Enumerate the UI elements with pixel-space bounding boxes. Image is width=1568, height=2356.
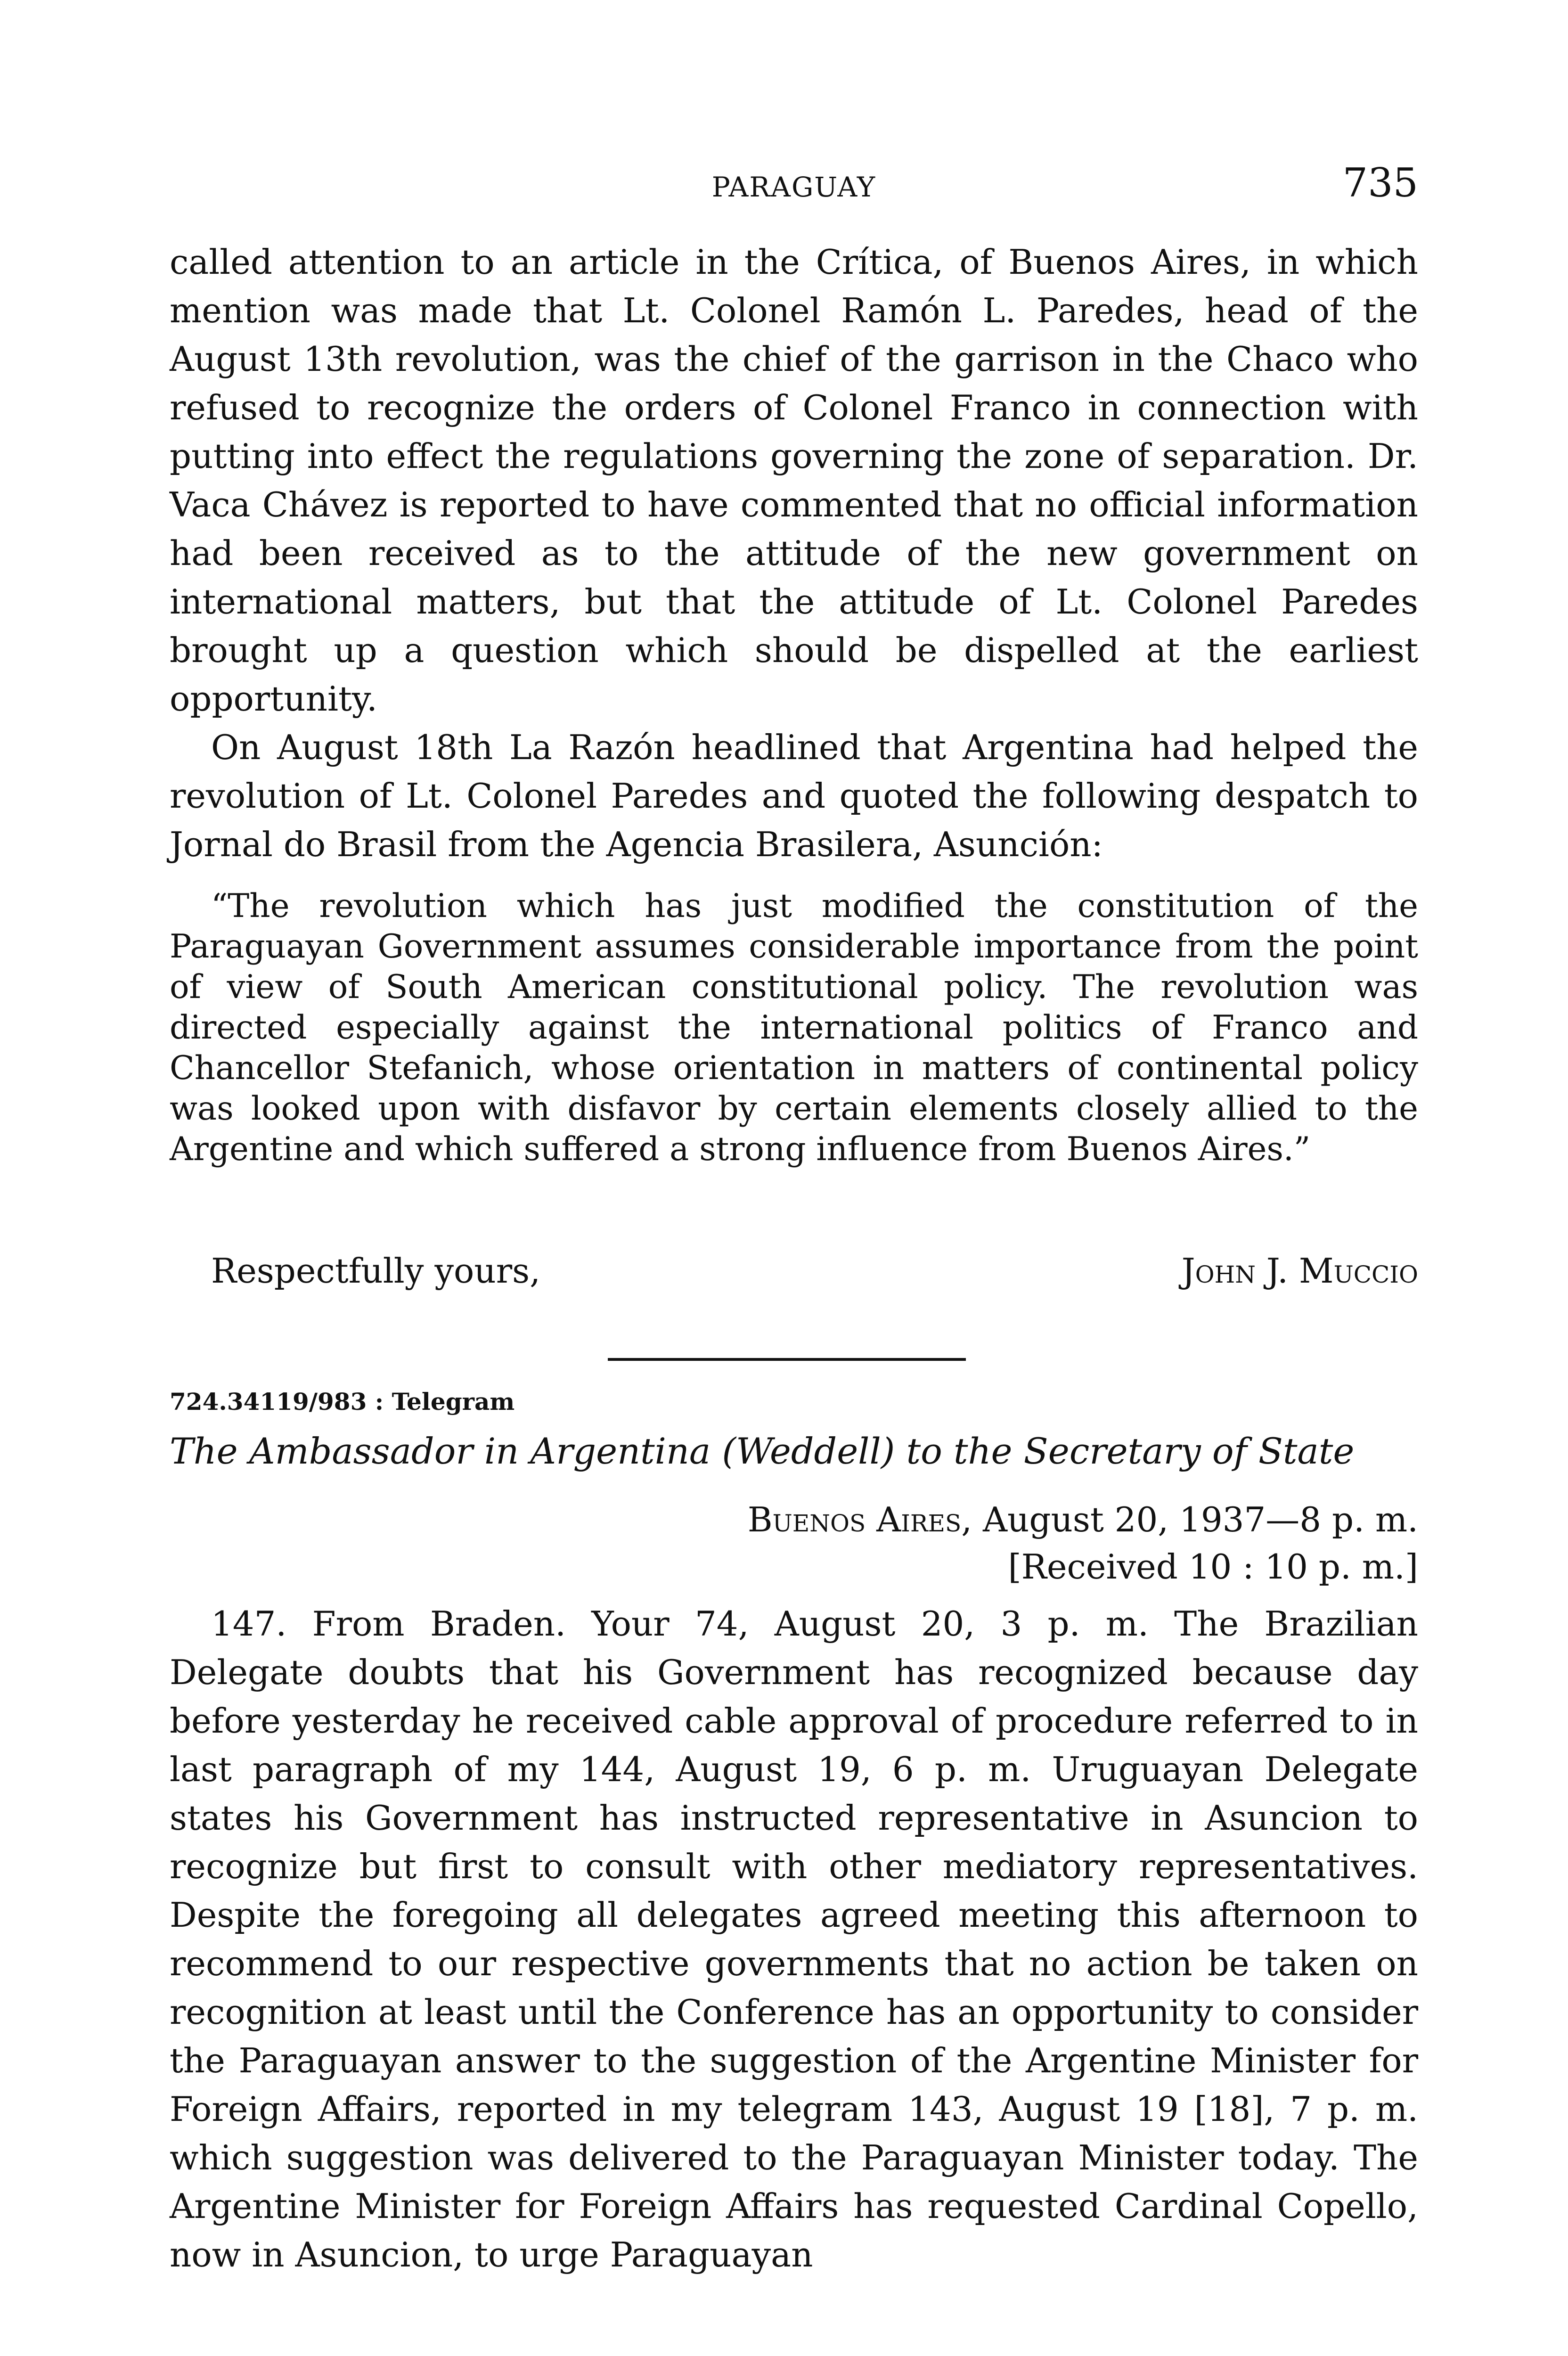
dateline-sent	[382, 1496, 1418, 1543]
block-quote	[170, 886, 1418, 1170]
section1-text	[170, 238, 1418, 869]
telegram-body: 147. From Braden. Your 74, August 20, 3 p. m. The Brazilian Delegate doubts that his Government has recognized because day before yesterday he received cable approval of procedure referred to in last paragraph of my 144, August 19, 6 p. m. Uruguayan Delegate states his Government has instructed representative in Asuncion to recognize but first to consult with other mediatory representatives. Despite the foregoing all delegates agreed meeting this afternoon to recommend to our respective governments that no action be taken on recognition at least until the Conference has an opportunity to consider the Paraguayan answer to the suggestion of the Argentine Minister for Foreign Affairs, reported in my telegram 143, August 19 [18], 7 p. m. which suggestion was delivered to the Paraguayan Minister today. The Argentine Minister for Foreign Affairs has requested Cardinal Copello, now in Asuncion, to urge Paraguayan	[170, 1604, 1418, 2274]
section-divider	[608, 1358, 966, 1361]
paragraph-continued: called attention to an article in the Crítica, of Buenos Aires, in which mention was made that Lt. Colonel Ramón L. Paredes, head of the August 13th revolution, was the chief of the garrison in the Chaco who refused to recognize the orders of Colonel Franco in connection with putting into effect the regulations governing the zone of separation. Dr. Vaca Chávez is reported to have commented that no official information had been received as to the attitude of the new government on international matters, but that the attitude of Lt. Colonel Paredes brought up a question which should be dispelled at the earliest opportunity.	[170, 242, 1418, 719]
dateline-received: [Received 10 : 10 p. m.]	[1008, 1547, 1418, 1587]
quoted-despatch: “The revolution which has just modified the constitution of the Paraguayan Government assumes considerable importance from the point of view of South American constitutional policy. The revolution was directed especially against the international politics of Franco and Chancellor Stefanich, whose orientation in matters of continental policy was looked upon with disfavor by certain elements closely allied to the Argentine and which suffered a strong influence from Buenos Aires.”	[170, 887, 1418, 1168]
document-title: The Ambassador in Argentina (Weddell) to the Secretary of State	[170, 1430, 1355, 1472]
file-reference: 724.34119/983 : Telegram	[170, 1388, 515, 1415]
closing-salutation: Respectfully yours,	[211, 1251, 541, 1291]
running-head: PARAGUAY	[711, 171, 876, 203]
page-header	[170, 160, 1418, 214]
dateline	[382, 1496, 1418, 1590]
dateline-date: August 20, 1937—8 p. m.	[972, 1500, 1418, 1539]
dateline-place: Buenos Aires,	[747, 1500, 972, 1539]
page-number: 735	[1342, 160, 1418, 206]
signature: John J. Muccio	[1181, 1251, 1418, 1291]
paragraph-la-razon: On August 18th La Razón headlined that Argentina had helped the revolution of Lt. Colonel Paredes and quoted the following despatch to Jornal do Brasil from the Agencia Brasilera, Asunción:	[170, 728, 1418, 864]
letter-closing	[211, 1251, 1418, 1303]
section2-text	[170, 1600, 1418, 2279]
